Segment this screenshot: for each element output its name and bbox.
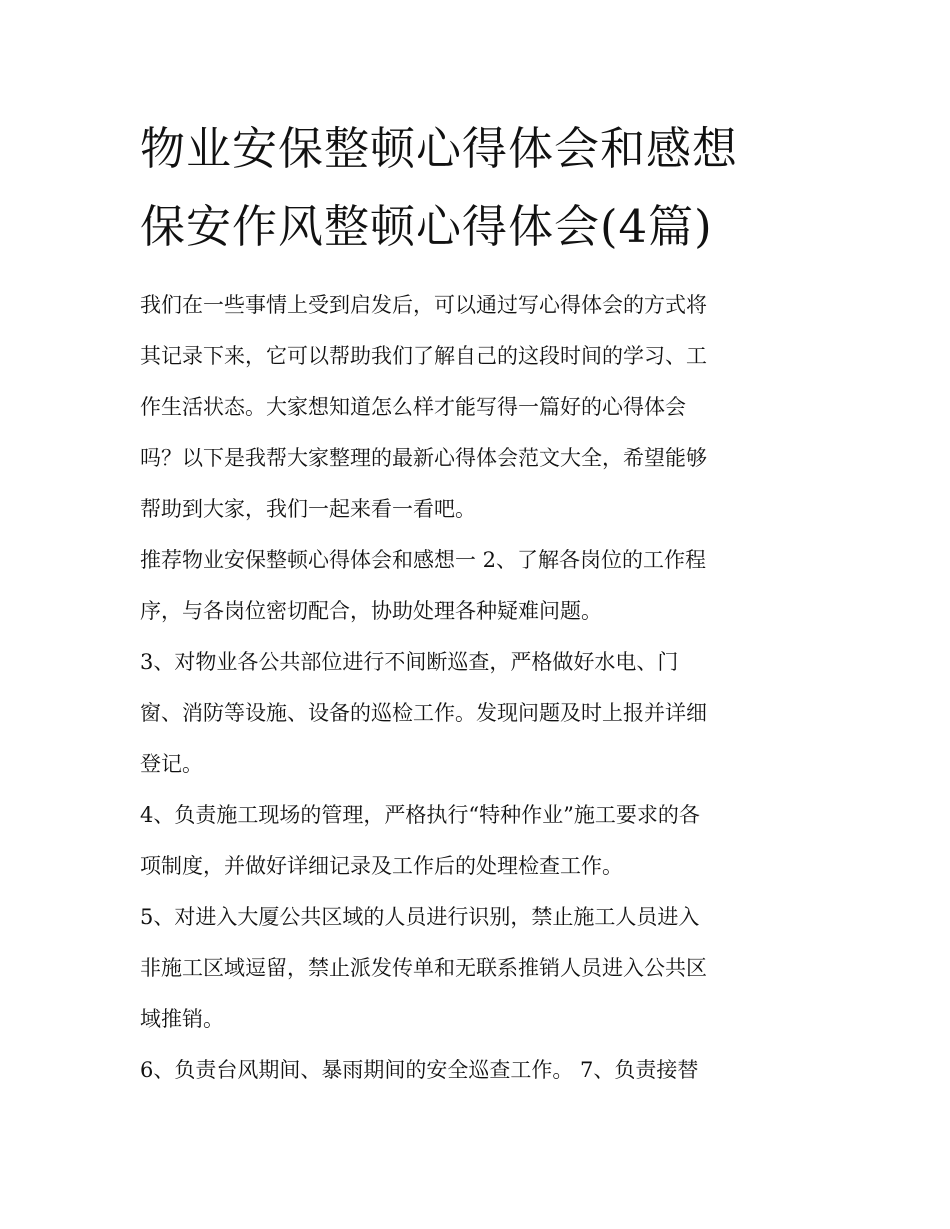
body-line-1: 我们在一些事情上受到启发后，可以通过写心得体会的方式将 <box>140 293 707 317</box>
body-line-8: 3、对物业各公共部位进行不间断巡查，严格做好水电、门 <box>140 650 679 674</box>
document-body <box>140 280 820 1096</box>
body-line-11: 4、负责施工现场的管理，严格执行“特种作业”施工要求的各 <box>140 803 700 827</box>
body-line-6: 推荐物业安保整顿心得体会和感想一 2、了解各岗位的工作程 <box>140 548 707 572</box>
body-line-15: 域推销。 <box>140 1007 224 1031</box>
body-line-12: 项制度，并做好详细记录及工作后的处理检查工作。 <box>140 854 623 878</box>
body-line-14: 非施工区域逗留，禁止派发传单和无联系推销人员进入公共区 <box>140 956 707 980</box>
body-line-13: 5、对进入大厦公共区域的人员进行识别，禁止施工人员进入 <box>140 905 700 929</box>
title-line-1: 物业安保整顿心得体会和感想 <box>140 122 739 175</box>
body-line-10: 登记。 <box>140 752 203 776</box>
body-line-5: 帮助到大家，我们一起来看一看吧。 <box>140 497 476 521</box>
title-line-2: 保安作风整顿心得体会(4篇) <box>140 200 713 253</box>
body-line-2: 其记录下来，它可以帮助我们了解自己的这段时间的学习、工 <box>140 344 707 368</box>
body-line-3: 作生活状态。大家想知道怎么样才能写得一篇好的心得体会 <box>140 395 686 419</box>
body-line-4: 吗？以下是我帮大家整理的最新心得体会范文大全，希望能够 <box>140 446 707 470</box>
body-line-9: 窗、消防等设施、设备的巡检工作。发现问题及时上报并详细 <box>140 701 707 725</box>
page-title <box>140 110 820 266</box>
body-line-7: 序，与各岗位密切配合，协助处理各种疑难问题。 <box>140 599 602 623</box>
body-line-16: 6、负责台风期间、暴雨期间的安全巡查工作。 7、负责接替 <box>140 1058 699 1082</box>
